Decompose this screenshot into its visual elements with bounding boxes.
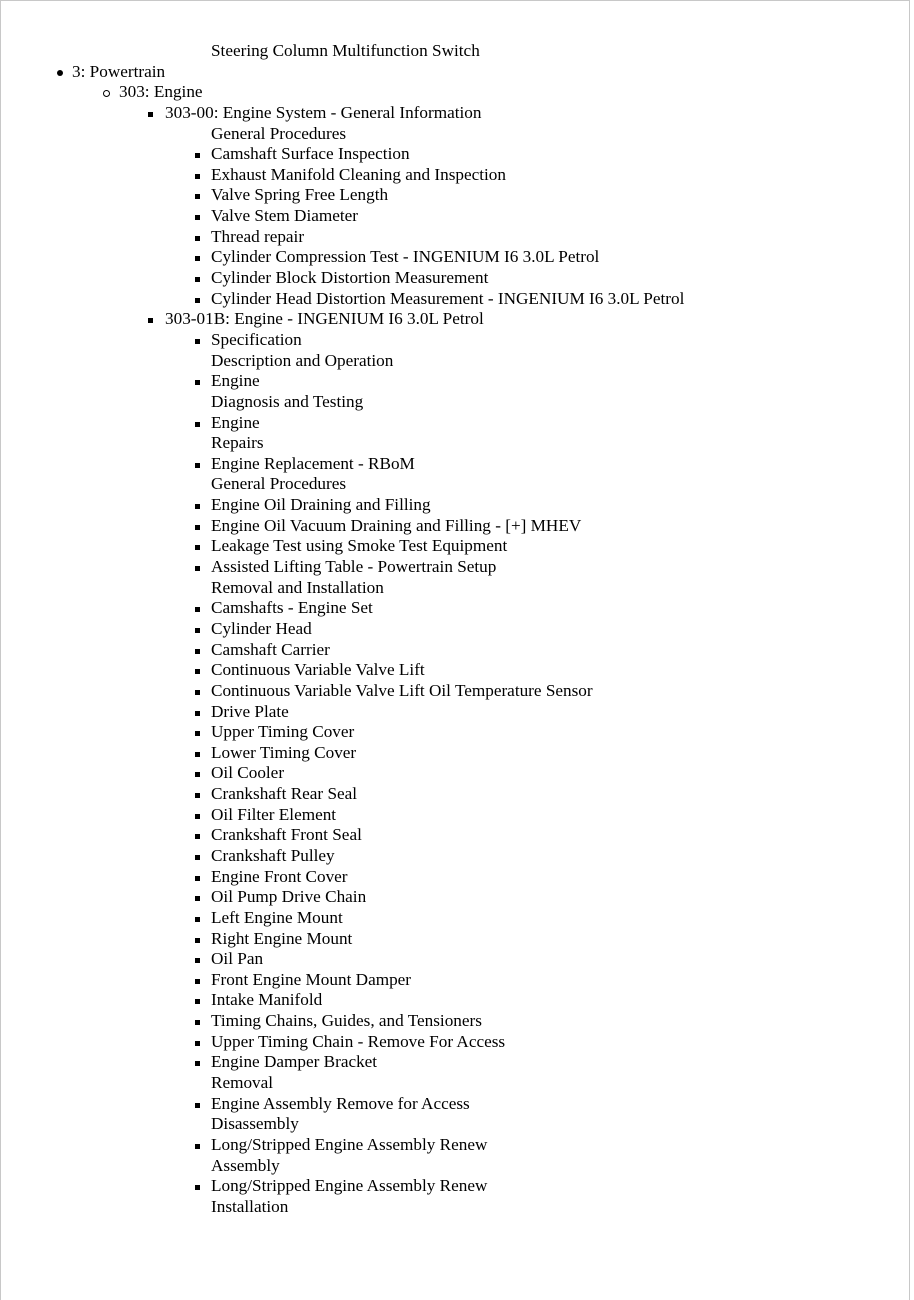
list-item bbox=[1, 825, 901, 846]
list-item bbox=[1, 887, 901, 908]
list-item bbox=[1, 598, 901, 619]
list-item bbox=[1, 41, 901, 62]
list-item bbox=[1, 103, 901, 124]
square-bullet-icon bbox=[195, 422, 200, 427]
list-item-text: Installation bbox=[211, 1196, 289, 1216]
square-bullet-icon bbox=[148, 112, 153, 117]
square-bullet-icon bbox=[195, 1020, 200, 1025]
list-item bbox=[1, 722, 901, 743]
list-item-text: Diagnosis and Testing bbox=[211, 391, 364, 411]
square-bullet-icon bbox=[195, 463, 200, 468]
list-item bbox=[1, 433, 901, 454]
square-bullet-icon bbox=[195, 855, 200, 860]
list-item-text: Long/Stripped Engine Assembly Renew bbox=[211, 1176, 488, 1196]
list-item bbox=[1, 474, 901, 495]
list-item-text: Upper Timing Chain - Remove For Access bbox=[211, 1031, 506, 1051]
list-item bbox=[1, 929, 901, 950]
list-item bbox=[1, 660, 901, 681]
square-bullet-icon bbox=[195, 153, 200, 158]
list-item bbox=[1, 619, 901, 640]
list-item bbox=[1, 351, 901, 372]
square-bullet-icon bbox=[195, 938, 200, 943]
list-item bbox=[1, 702, 901, 723]
square-bullet-icon bbox=[195, 174, 200, 179]
list-item-text: Oil Pan bbox=[211, 949, 264, 969]
list-item-text: Engine Damper Bracket bbox=[211, 1052, 378, 1072]
list-item bbox=[1, 227, 901, 248]
list-item-text: Engine bbox=[211, 412, 260, 432]
list-item bbox=[1, 557, 901, 578]
list-item bbox=[1, 268, 901, 289]
list-item-text: Oil Filter Element bbox=[211, 804, 337, 824]
square-bullet-icon bbox=[195, 876, 200, 881]
list-item bbox=[1, 165, 901, 186]
list-item bbox=[1, 784, 901, 805]
list-item-text: Long/Stripped Engine Assembly Renew bbox=[211, 1134, 488, 1154]
list-item bbox=[1, 681, 901, 702]
list-item bbox=[1, 1135, 901, 1156]
square-bullet-icon bbox=[195, 896, 200, 901]
list-item bbox=[1, 516, 901, 537]
list-item-text: Continuous Variable Valve Lift Oil Temperature Sensor bbox=[211, 680, 593, 700]
list-item-text: Assisted Lifting Table - Powertrain Setup bbox=[211, 557, 497, 577]
square-bullet-icon bbox=[195, 814, 200, 819]
square-bullet-icon bbox=[195, 628, 200, 633]
list-item bbox=[1, 62, 901, 83]
list-item-text: Removal bbox=[211, 1073, 274, 1093]
list-item bbox=[1, 82, 901, 103]
list-item-text: Leakage Test using Smoke Test Equipment bbox=[211, 536, 508, 556]
list-item bbox=[1, 743, 901, 764]
list-item bbox=[1, 124, 901, 145]
list-item bbox=[1, 330, 901, 351]
list-item bbox=[1, 371, 901, 392]
list-item-text: Removal and Installation bbox=[211, 577, 384, 597]
list-item-text: Continuous Variable Valve Lift bbox=[211, 660, 425, 680]
list-item bbox=[1, 640, 901, 661]
square-bullet-icon bbox=[195, 545, 200, 550]
list-item-text: 3: Powertrain bbox=[72, 61, 166, 81]
list-item bbox=[1, 1011, 901, 1032]
square-bullet-icon bbox=[195, 752, 200, 757]
list-item-text: Crankshaft Front Seal bbox=[211, 825, 362, 845]
list-item bbox=[1, 1197, 901, 1218]
list-item bbox=[1, 454, 901, 475]
list-item-text: Assembly bbox=[211, 1155, 280, 1175]
list-item bbox=[1, 1176, 901, 1197]
list-item-text: Disassembly bbox=[211, 1114, 299, 1134]
list-item-text: Cylinder Block Distortion Measurement bbox=[211, 268, 489, 288]
list-item-text: Timing Chains, Guides, and Tensioners bbox=[211, 1011, 482, 1031]
list-item bbox=[1, 144, 901, 165]
list-item-text: Crankshaft Rear Seal bbox=[211, 784, 358, 804]
square-bullet-icon bbox=[195, 772, 200, 777]
list-item-text: General Procedures bbox=[211, 474, 347, 494]
list-item bbox=[1, 867, 901, 888]
square-bullet-icon bbox=[195, 1185, 200, 1190]
list-item-text: Cylinder Head bbox=[211, 618, 312, 638]
list-item-text: Crankshaft Pulley bbox=[211, 845, 335, 865]
list-item bbox=[1, 1032, 901, 1053]
list-item-text: Lower Timing Cover bbox=[211, 742, 357, 762]
list-item-text: Camshafts - Engine Set bbox=[211, 598, 373, 618]
list-item-text: Engine Replacement - RBoM bbox=[211, 453, 415, 473]
list-item bbox=[1, 763, 901, 784]
list-item bbox=[1, 289, 901, 310]
list-item bbox=[1, 578, 901, 599]
list-item bbox=[1, 970, 901, 991]
square-bullet-icon bbox=[195, 731, 200, 736]
list-item-text: Oil Pump Drive Chain bbox=[211, 887, 367, 907]
circle-bullet-icon bbox=[103, 90, 110, 97]
disc-bullet-icon bbox=[57, 70, 63, 76]
square-bullet-icon bbox=[195, 525, 200, 530]
square-bullet-icon bbox=[195, 1061, 200, 1066]
list-item-text: Left Engine Mount bbox=[211, 907, 343, 927]
list-item bbox=[1, 1052, 901, 1073]
list-item bbox=[1, 536, 901, 557]
square-bullet-icon bbox=[195, 690, 200, 695]
list-item bbox=[1, 495, 901, 516]
list-item-text: 303-01B: Engine - INGENIUM I6 3.0L Petrol bbox=[165, 309, 484, 329]
list-item-text: Cylinder Head Distortion Measurement - INGENIUM I6 3.0L Petrol bbox=[211, 288, 685, 308]
square-bullet-icon bbox=[195, 607, 200, 612]
square-bullet-icon bbox=[195, 711, 200, 716]
list-item-text: Engine Front Cover bbox=[211, 866, 348, 886]
square-bullet-icon bbox=[148, 318, 153, 323]
list-item-text: Right Engine Mount bbox=[211, 928, 353, 948]
list-item-text: Upper Timing Cover bbox=[211, 722, 355, 742]
list-item-text: Exhaust Manifold Cleaning and Inspection bbox=[211, 164, 506, 184]
square-bullet-icon bbox=[195, 339, 200, 344]
list-item bbox=[1, 206, 901, 227]
list-item-text: Camshaft Surface Inspection bbox=[211, 144, 410, 164]
list-item bbox=[1, 309, 901, 330]
list-item-text: 303: Engine bbox=[119, 82, 203, 102]
list-item-text: Valve Spring Free Length bbox=[211, 185, 389, 205]
list-item-text: 303-00: Engine System - General Information bbox=[165, 102, 482, 122]
list-item-text: Steering Column Multifunction Switch bbox=[211, 41, 480, 60]
square-bullet-icon bbox=[195, 1103, 200, 1108]
square-bullet-icon bbox=[195, 834, 200, 839]
square-bullet-icon bbox=[195, 256, 200, 261]
list-item bbox=[1, 392, 901, 413]
square-bullet-icon bbox=[195, 979, 200, 984]
square-bullet-icon bbox=[195, 380, 200, 385]
list-item bbox=[1, 185, 901, 206]
square-bullet-icon bbox=[195, 999, 200, 1004]
list-item bbox=[1, 413, 901, 434]
list-item bbox=[1, 805, 901, 826]
square-bullet-icon bbox=[195, 194, 200, 199]
table-of-contents-outline bbox=[1, 41, 901, 1218]
square-bullet-icon bbox=[195, 649, 200, 654]
list-item-text: Intake Manifold bbox=[211, 990, 323, 1010]
list-item bbox=[1, 908, 901, 929]
list-item-text: Cylinder Compression Test - INGENIUM I6 3.0L Petrol bbox=[211, 247, 600, 267]
list-item-text: Thread repair bbox=[211, 226, 305, 246]
list-item-text: Engine bbox=[211, 371, 260, 391]
square-bullet-icon bbox=[195, 1041, 200, 1046]
square-bullet-icon bbox=[195, 215, 200, 220]
square-bullet-icon bbox=[195, 1144, 200, 1149]
list-item bbox=[1, 247, 901, 268]
list-item-text: Valve Stem Diameter bbox=[211, 206, 358, 226]
list-item bbox=[1, 1094, 901, 1115]
list-item bbox=[1, 1073, 901, 1094]
list-item-text: Front Engine Mount Damper bbox=[211, 969, 412, 989]
square-bullet-icon bbox=[195, 669, 200, 674]
list-item bbox=[1, 1114, 901, 1135]
list-item-text: Drive Plate bbox=[211, 701, 289, 721]
square-bullet-icon bbox=[195, 298, 200, 303]
square-bullet-icon bbox=[195, 277, 200, 282]
list-item-text: Description and Operation bbox=[211, 350, 394, 370]
square-bullet-icon bbox=[195, 504, 200, 509]
square-bullet-icon bbox=[195, 236, 200, 241]
list-item bbox=[1, 1156, 901, 1177]
list-item bbox=[1, 949, 901, 970]
square-bullet-icon bbox=[195, 793, 200, 798]
square-bullet-icon bbox=[195, 566, 200, 571]
square-bullet-icon bbox=[195, 917, 200, 922]
list-item-text: Engine Oil Draining and Filling bbox=[211, 495, 431, 515]
list-item-text: Repairs bbox=[211, 433, 264, 453]
list-item-text: Camshaft Carrier bbox=[211, 639, 330, 659]
list-item-text: Specification bbox=[211, 329, 302, 349]
square-bullet-icon bbox=[195, 958, 200, 963]
list-item bbox=[1, 990, 901, 1011]
list-item-text: Engine Oil Vacuum Draining and Filling - [+] MHEV bbox=[211, 515, 582, 535]
list-item-text: Engine Assembly Remove for Access bbox=[211, 1093, 470, 1113]
list-item-text: Oil Cooler bbox=[211, 763, 285, 783]
list-item bbox=[1, 846, 901, 867]
list-item-text: General Procedures bbox=[211, 123, 347, 143]
